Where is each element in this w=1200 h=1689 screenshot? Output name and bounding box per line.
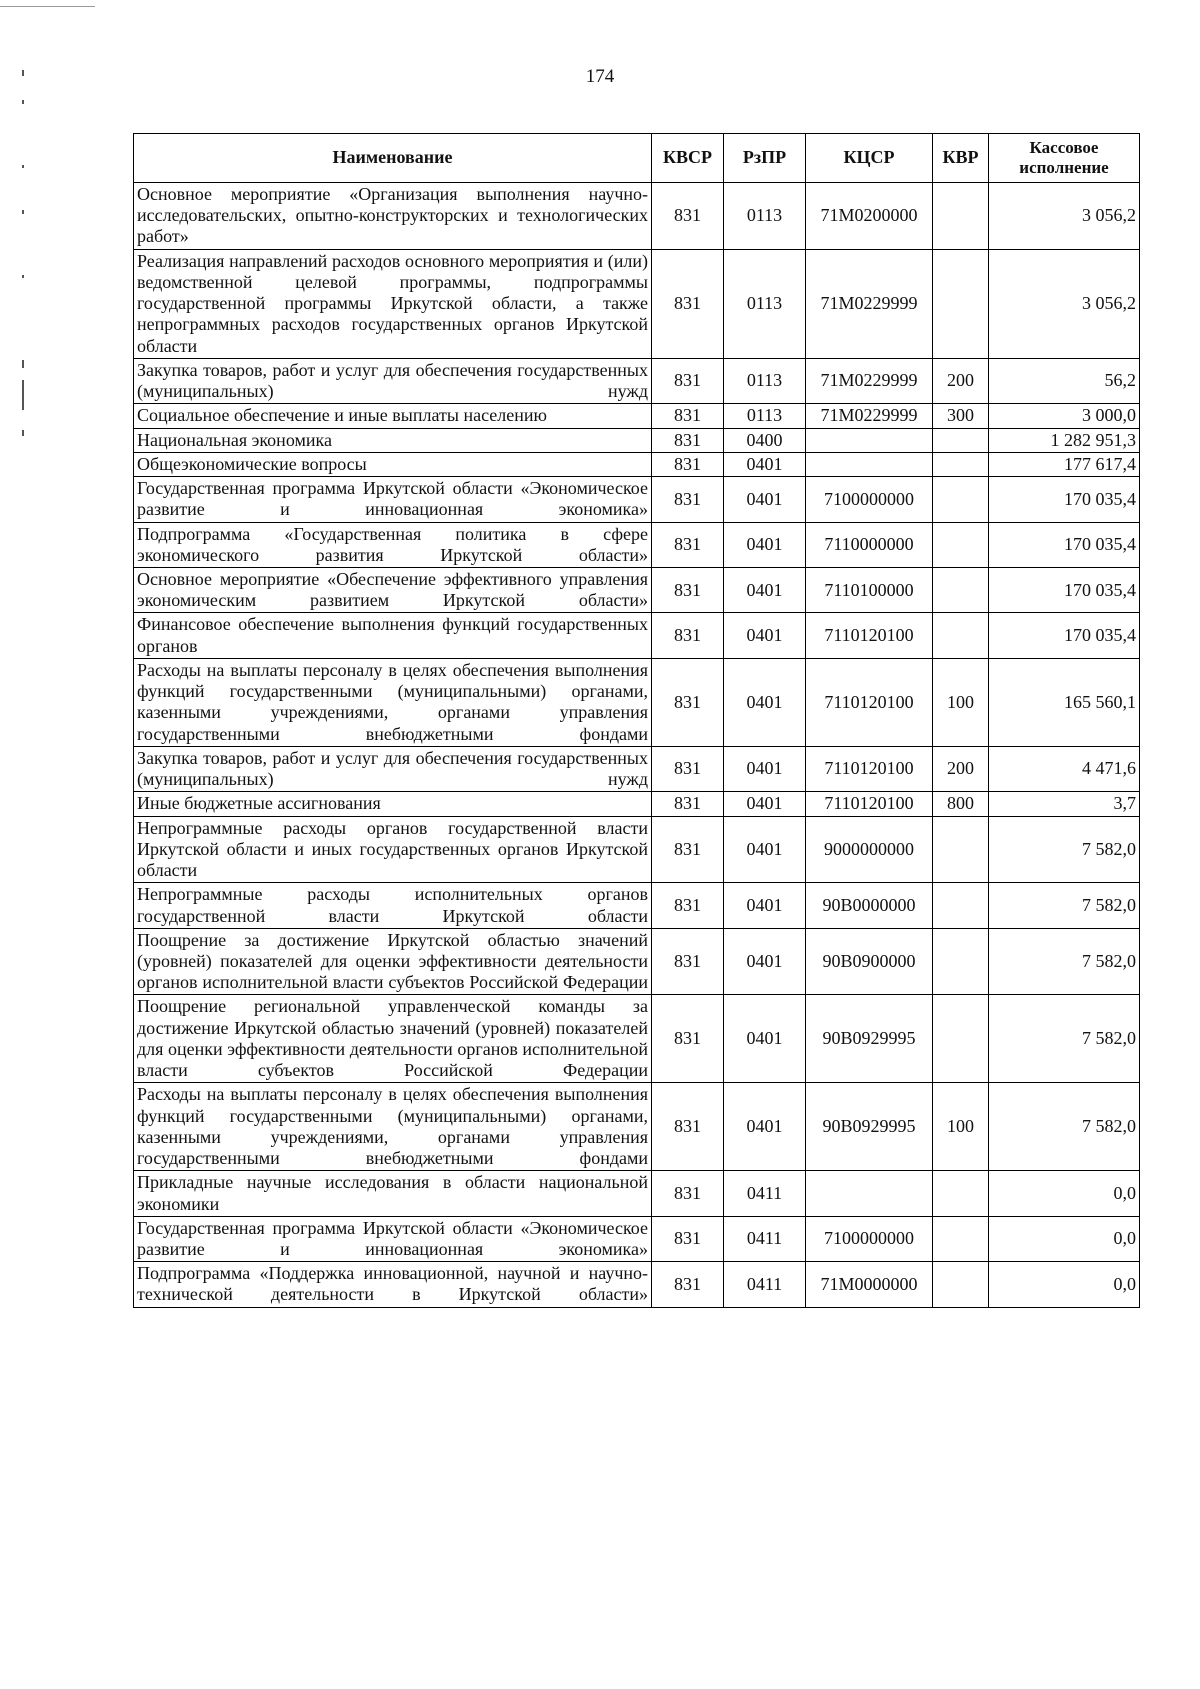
table-row bbox=[134, 883, 1140, 928]
cell-kvr bbox=[933, 883, 989, 928]
cell-amount: 170 035,4 bbox=[989, 567, 1140, 612]
cell-amount: 170 035,4 bbox=[989, 522, 1140, 567]
cell-amount: 177 617,4 bbox=[989, 452, 1140, 476]
cell-kvsr: 831 bbox=[652, 995, 724, 1083]
table-row bbox=[134, 1083, 1140, 1171]
cell-kvsr: 831 bbox=[652, 1216, 724, 1261]
cell-amount: 3,7 bbox=[989, 792, 1140, 816]
cell-rzpr: 0401 bbox=[724, 746, 806, 791]
cell-name: Финансовое обеспечение выполнения функций государственных органов bbox=[134, 613, 652, 658]
table-row bbox=[134, 404, 1140, 428]
cell-amount: 3 056,2 bbox=[989, 183, 1140, 250]
table-row bbox=[134, 249, 1140, 358]
cell-kvr bbox=[933, 613, 989, 658]
cell-kcsr: 71М0229999 bbox=[806, 249, 933, 358]
cell-kvr: 800 bbox=[933, 792, 989, 816]
cell-kvr bbox=[933, 567, 989, 612]
cell-name: Расходы на выплаты персоналу в целях обеспечения выполнения функций государственными (муниципальными) органами, казенными учреждениями, органами управления государственными внебюджетными фондами bbox=[134, 1083, 652, 1171]
cell-kvsr: 831 bbox=[652, 792, 724, 816]
cell-kcsr: 90В0000000 bbox=[806, 883, 933, 928]
cell-name: Государственная программа Иркутской области «Экономическое развитие и инновационная экономика» bbox=[134, 477, 652, 522]
table-row bbox=[134, 658, 1140, 746]
header-kvr: КВР bbox=[933, 134, 989, 183]
cell-kvr bbox=[933, 995, 989, 1083]
cell-kvr bbox=[933, 1216, 989, 1261]
cell-amount: 56,2 bbox=[989, 358, 1140, 403]
cell-rzpr: 0401 bbox=[724, 1083, 806, 1171]
cell-rzpr: 0401 bbox=[724, 928, 806, 995]
table-row bbox=[134, 522, 1140, 567]
cell-kvsr: 831 bbox=[652, 746, 724, 791]
table-row bbox=[134, 567, 1140, 612]
cell-name: Иные бюджетные ассигнования bbox=[134, 792, 652, 816]
cell-kcsr: 71М0229999 bbox=[806, 358, 933, 403]
cell-kcsr: 90В0900000 bbox=[806, 928, 933, 995]
cell-name: Прикладные научные исследования в области национальной экономики bbox=[134, 1171, 652, 1216]
table-row bbox=[134, 183, 1140, 250]
table-row bbox=[134, 477, 1140, 522]
cell-amount: 7 582,0 bbox=[989, 1083, 1140, 1171]
table-row bbox=[134, 746, 1140, 791]
scan-edge-line bbox=[0, 6, 95, 7]
cell-kvsr: 831 bbox=[652, 816, 724, 883]
cell-kcsr: 71М0229999 bbox=[806, 404, 933, 428]
cell-rzpr: 0400 bbox=[724, 428, 806, 452]
cell-kvsr: 831 bbox=[652, 522, 724, 567]
cell-kcsr: 90В0929995 bbox=[806, 1083, 933, 1171]
cell-kvsr: 831 bbox=[652, 1083, 724, 1171]
cell-kcsr bbox=[806, 428, 933, 452]
header-kcsr: КЦСР bbox=[806, 134, 933, 183]
header-kvsr: КВСР bbox=[652, 134, 724, 183]
header-name: Наименование bbox=[134, 134, 652, 183]
cell-kcsr: 9000000000 bbox=[806, 816, 933, 883]
cell-kcsr: 90В0929995 bbox=[806, 995, 933, 1083]
cell-kcsr: 7110100000 bbox=[806, 567, 933, 612]
cell-kvsr: 831 bbox=[652, 404, 724, 428]
table-row bbox=[134, 1171, 1140, 1216]
cell-rzpr: 0401 bbox=[724, 816, 806, 883]
cell-rzpr: 0401 bbox=[724, 658, 806, 746]
table-row bbox=[134, 816, 1140, 883]
cell-kvr bbox=[933, 183, 989, 250]
cell-amount: 3 000,0 bbox=[989, 404, 1140, 428]
table-row bbox=[134, 1216, 1140, 1261]
cell-kvr bbox=[933, 928, 989, 995]
cell-kvsr: 831 bbox=[652, 428, 724, 452]
cell-amount: 0,0 bbox=[989, 1171, 1140, 1216]
cell-name: Закупка товаров, работ и услуг для обеспечения государственных (муниципальных) нужд bbox=[134, 746, 652, 791]
cell-kvsr: 831 bbox=[652, 1262, 724, 1307]
table-row bbox=[134, 995, 1140, 1083]
cell-rzpr: 0401 bbox=[724, 522, 806, 567]
cell-kvr: 300 bbox=[933, 404, 989, 428]
table-row bbox=[134, 1262, 1140, 1307]
cell-rzpr: 0113 bbox=[724, 183, 806, 250]
cell-name: Непрограммные расходы исполнительных органов государственной власти Иркутской области bbox=[134, 883, 652, 928]
cell-name: Основное мероприятие «Организация выполнения научно-исследовательских, опытно-конструкторских и технологических работ» bbox=[134, 183, 652, 250]
cell-kcsr: 7110000000 bbox=[806, 522, 933, 567]
cell-rzpr: 0401 bbox=[724, 613, 806, 658]
cell-name: Подпрограмма «Государственная политика в сфере экономического развития Иркутской области» bbox=[134, 522, 652, 567]
table-row bbox=[134, 358, 1140, 403]
cell-kvsr: 831 bbox=[652, 477, 724, 522]
cell-rzpr: 0401 bbox=[724, 567, 806, 612]
table-row bbox=[134, 428, 1140, 452]
cell-kcsr bbox=[806, 1171, 933, 1216]
cell-amount: 170 035,4 bbox=[989, 613, 1140, 658]
cell-name: Социальное обеспечение и иные выплаты населению bbox=[134, 404, 652, 428]
cell-kvr bbox=[933, 428, 989, 452]
cell-name: Расходы на выплаты персоналу в целях обеспечения выполнения функций государственными (муниципальными) органами, казенными учреждениями, органами управления государственными внебюджетными фондами bbox=[134, 658, 652, 746]
cell-kvr: 200 bbox=[933, 358, 989, 403]
cell-name: Непрограммные расходы органов государственной власти Иркутской области и иных государственных органов Иркутской области bbox=[134, 816, 652, 883]
table-row bbox=[134, 613, 1140, 658]
cell-kcsr: 7110120100 bbox=[806, 746, 933, 791]
cell-rzpr: 0411 bbox=[724, 1262, 806, 1307]
header-rzpr: РзПР bbox=[724, 134, 806, 183]
cell-rzpr: 0113 bbox=[724, 404, 806, 428]
cell-rzpr: 0401 bbox=[724, 995, 806, 1083]
cell-kvr bbox=[933, 477, 989, 522]
cell-amount: 165 560,1 bbox=[989, 658, 1140, 746]
cell-rzpr: 0401 bbox=[724, 883, 806, 928]
cell-rzpr: 0411 bbox=[724, 1171, 806, 1216]
cell-amount: 170 035,4 bbox=[989, 477, 1140, 522]
cell-name: Подпрограмма «Поддержка инновационной, научной и научно-технической деятельности в Иркутской области» bbox=[134, 1262, 652, 1307]
cell-kvr: 100 bbox=[933, 658, 989, 746]
cell-name: Поощрение региональной управленческой команды за достижение Иркутской областью значений (уровней) показателей для оценки эффективности деятельности органов исполнительной власти субъектов Российской Федерации bbox=[134, 995, 652, 1083]
header-amount: Кассовое исполнение bbox=[989, 134, 1140, 183]
cell-kvsr: 831 bbox=[652, 883, 724, 928]
cell-kvr bbox=[933, 1171, 989, 1216]
cell-rzpr: 0411 bbox=[724, 1216, 806, 1261]
table-row bbox=[134, 792, 1140, 816]
cell-kvr bbox=[933, 1262, 989, 1307]
cell-kvsr: 831 bbox=[652, 358, 724, 403]
cell-kcsr: 7110120100 bbox=[806, 613, 933, 658]
cell-kvsr: 831 bbox=[652, 249, 724, 358]
binding-marks bbox=[18, 70, 32, 470]
cell-amount: 7 582,0 bbox=[989, 816, 1140, 883]
cell-kvsr: 831 bbox=[652, 183, 724, 250]
cell-kcsr bbox=[806, 452, 933, 476]
cell-amount: 0,0 bbox=[989, 1216, 1140, 1261]
cell-amount: 0,0 bbox=[989, 1262, 1140, 1307]
cell-name: Государственная программа Иркутской области «Экономическое развитие и инновационная экономика» bbox=[134, 1216, 652, 1261]
cell-kcsr: 71М0200000 bbox=[806, 183, 933, 250]
cell-name: Национальная экономика bbox=[134, 428, 652, 452]
cell-name: Поощрение за достижение Иркутской областью значений (уровней) показателей для оценки эффективности деятельности органов исполнительной власти субъектов Российской Федерации bbox=[134, 928, 652, 995]
cell-kvr bbox=[933, 452, 989, 476]
table-header-row bbox=[134, 134, 1140, 183]
cell-kcsr: 7110120100 bbox=[806, 658, 933, 746]
cell-amount: 1 282 951,3 bbox=[989, 428, 1140, 452]
cell-rzpr: 0401 bbox=[724, 452, 806, 476]
cell-rzpr: 0401 bbox=[724, 477, 806, 522]
cell-kvr: 100 bbox=[933, 1083, 989, 1171]
cell-amount: 7 582,0 bbox=[989, 883, 1140, 928]
page-number: 174 bbox=[585, 66, 615, 87]
cell-rzpr: 0113 bbox=[724, 358, 806, 403]
table-row bbox=[134, 928, 1140, 995]
cell-kvsr: 831 bbox=[652, 658, 724, 746]
cell-amount: 4 471,6 bbox=[989, 746, 1140, 791]
cell-amount: 7 582,0 bbox=[989, 995, 1140, 1083]
cell-kvsr: 831 bbox=[652, 452, 724, 476]
cell-name: Реализация направлений расходов основного мероприятия и (или) ведомственной целевой программы, подпрограммы государственной программы Иркутской области, а также непрограммных расходов государственных органов Иркутской области bbox=[134, 249, 652, 358]
cell-kcsr: 7100000000 bbox=[806, 477, 933, 522]
cell-kvsr: 831 bbox=[652, 1171, 724, 1216]
cell-name: Общеэкономические вопросы bbox=[134, 452, 652, 476]
budget-table bbox=[133, 133, 1140, 1308]
cell-kvsr: 831 bbox=[652, 928, 724, 995]
cell-kvr bbox=[933, 816, 989, 883]
cell-rzpr: 0401 bbox=[724, 792, 806, 816]
cell-kcsr: 7100000000 bbox=[806, 1216, 933, 1261]
cell-kvr bbox=[933, 522, 989, 567]
cell-kcsr: 7110120100 bbox=[806, 792, 933, 816]
cell-amount: 3 056,2 bbox=[989, 249, 1140, 358]
cell-kcsr: 71М0000000 bbox=[806, 1262, 933, 1307]
cell-name: Основное мероприятие «Обеспечение эффективного управления экономическим развитием Иркутской области» bbox=[134, 567, 652, 612]
cell-kvr bbox=[933, 249, 989, 358]
table-row bbox=[134, 452, 1140, 476]
cell-kvsr: 831 bbox=[652, 567, 724, 612]
cell-kvr: 200 bbox=[933, 746, 989, 791]
cell-name: Закупка товаров, работ и услуг для обеспечения государственных (муниципальных) нужд bbox=[134, 358, 652, 403]
cell-amount: 7 582,0 bbox=[989, 928, 1140, 995]
cell-rzpr: 0113 bbox=[724, 249, 806, 358]
cell-kvsr: 831 bbox=[652, 613, 724, 658]
